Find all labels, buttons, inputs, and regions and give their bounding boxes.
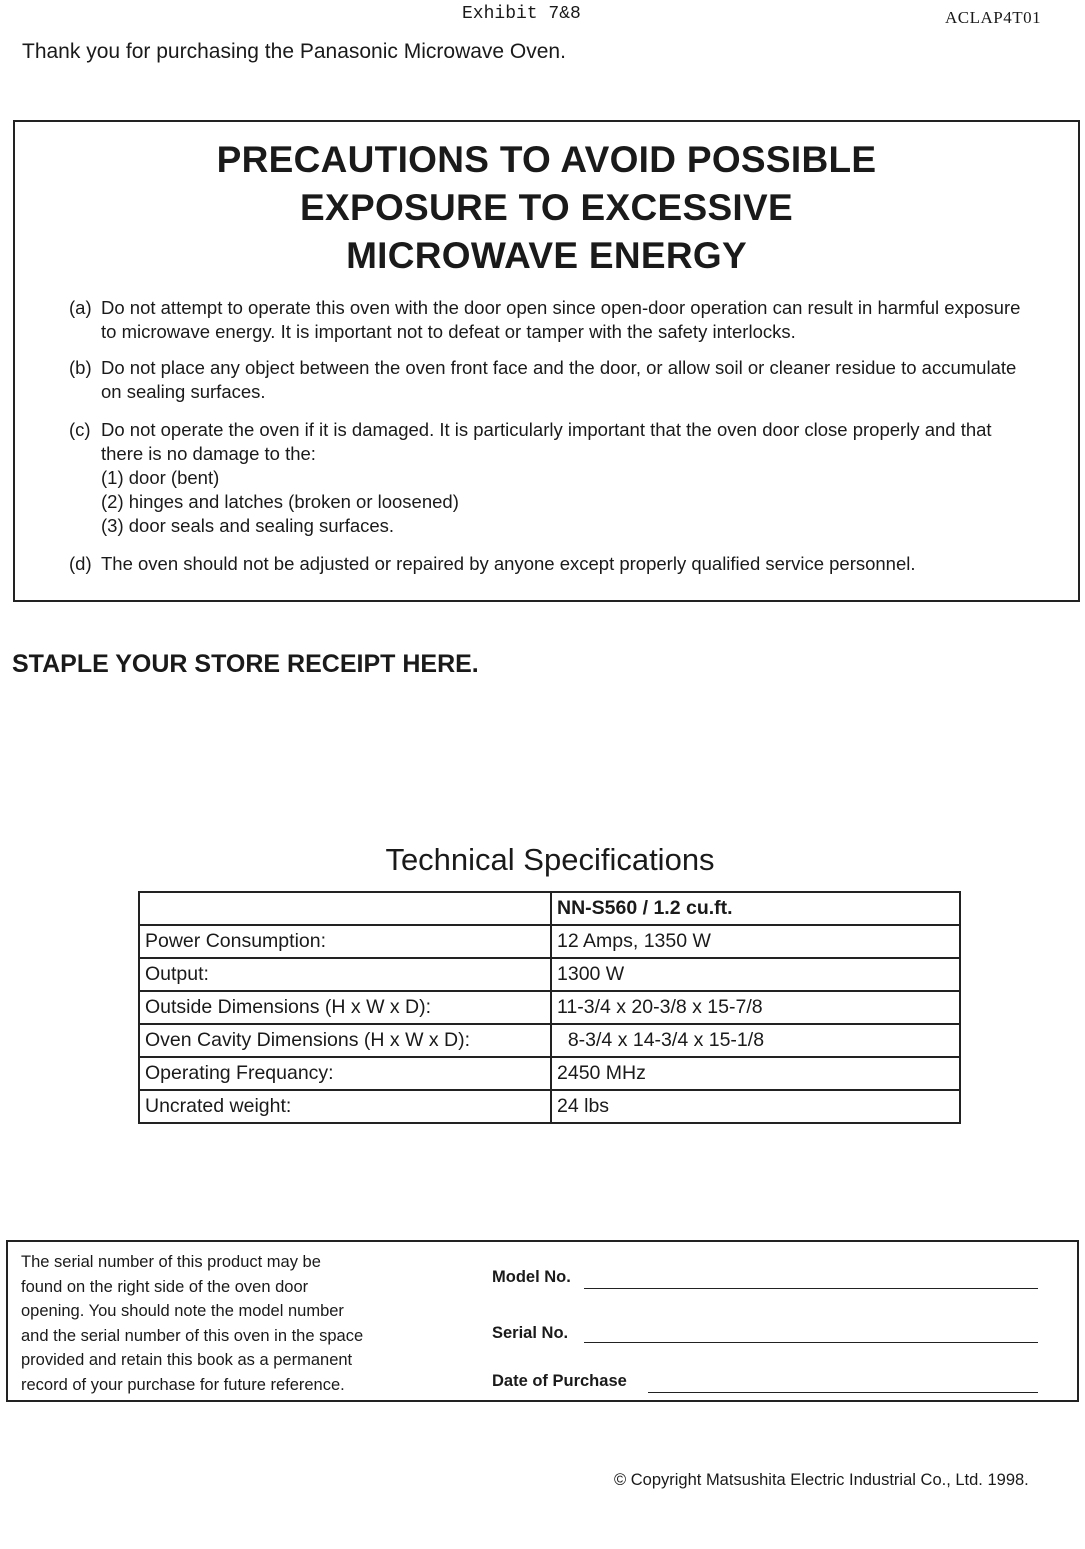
date-of-purchase-line[interactable] [648, 1392, 1038, 1393]
document-code: ACLAP4T01 [945, 8, 1042, 27]
serial-no-line[interactable] [584, 1342, 1038, 1343]
spec-label: Output: [139, 958, 551, 991]
copyright-notice: © Copyright Matsushita Electric Industrial Co., Ltd. 1998. [614, 1471, 1029, 1489]
specs-title: Technical Specifications [385, 842, 715, 877]
spec-label: Operating Frequancy: [139, 1057, 551, 1090]
precautions-title-line: EXPOSURE TO EXCESSIVE [300, 187, 793, 228]
precautions-title-line: MICROWAVE ENERGY [346, 235, 747, 276]
spec-label: Power Consumption: [139, 925, 551, 958]
spec-value: 11-3/4 x 20-3/8 x 15-7/8 [551, 991, 960, 1024]
item-text: Do not attempt to operate this oven with the door open since open-door operation can result in harmful exposure to microwave energy. It is important not to defeat or tamper with the safety interlocks. [101, 297, 1021, 342]
spec-label: Uncrated weight: [139, 1090, 551, 1123]
item-text: Do not place any object between the oven front face and the door, or allow soil or cleaner residue to accumulate on sealing surfaces. [101, 357, 1017, 402]
serial-note-line: found on the right side of the oven door [21, 1277, 309, 1296]
staple-receipt-note: STAPLE YOUR STORE RECEIPT HERE. [12, 650, 479, 678]
item-marker: (b) [69, 357, 92, 378]
thank-you-line: Thank you for purchasing the Panasonic Microwave Oven. [22, 40, 566, 63]
serial-record-box [6, 1240, 1079, 1402]
table-cell [139, 892, 551, 925]
item-text: The oven should not be adjusted or repaired by anyone except properly qualified service personnel. [101, 553, 916, 574]
exhibit-label: Exhibit 7&8 [462, 4, 581, 24]
spec-value: 1300 W [551, 958, 960, 991]
spec-value: 2450 MHz [551, 1057, 960, 1090]
model-no-label: Model No. [492, 1268, 571, 1286]
table-row [139, 925, 960, 958]
sub-item: (3) door seals and sealing surfaces. [101, 515, 395, 536]
table-row [139, 1057, 960, 1090]
table-row [139, 991, 960, 1024]
table-row [139, 892, 960, 925]
model-header-cell: NN-S560 / 1.2 cu.ft. [551, 892, 960, 925]
spec-value: 8-3/4 x 14-3/4 x 15-1/8 [551, 1024, 960, 1057]
precaution-item-b [69, 356, 1029, 404]
table-row [139, 1090, 960, 1123]
spec-value: 12 Amps, 1350 W [551, 925, 960, 958]
precautions-box [13, 120, 1080, 602]
table-row [139, 1024, 960, 1057]
precaution-item-a [69, 296, 1029, 344]
serial-note-line: record of your purchase for future reference. [21, 1375, 345, 1394]
specs-table [138, 891, 961, 1124]
spec-value: 24 lbs [551, 1090, 960, 1123]
model-no-line[interactable] [584, 1288, 1038, 1289]
spec-label: Oven Cavity Dimensions (H x W x D): [139, 1024, 551, 1057]
table-row [139, 958, 960, 991]
precautions-title-line: PRECAUTIONS TO AVOID POSSIBLE [216, 139, 877, 180]
serial-note-line: provided and retain this book as a permanent [21, 1351, 353, 1369]
precaution-item-c [69, 418, 1029, 538]
serial-no-label: Serial No. [492, 1324, 569, 1342]
serial-note-line: The serial number of this product may be [21, 1253, 321, 1271]
serial-note-line: and the serial number of this oven in the space [21, 1326, 364, 1345]
date-of-purchase-label: Date of Purchase [492, 1372, 627, 1390]
item-marker: (a) [69, 297, 92, 318]
precautions-title [15, 136, 1078, 280]
item-marker: (c) [69, 419, 91, 440]
sub-item: (1) door (bent) [101, 467, 220, 488]
serial-note [21, 1250, 441, 1397]
serial-note-line: opening. You should note the model number [21, 1302, 344, 1320]
item-text: Do not operate the oven if it is damaged. It is particularly important that the oven door close properly and that there is no damage to the: [101, 419, 992, 464]
sub-item: (2) hinges and latches (broken or loosened) [101, 491, 459, 512]
spec-label: Outside Dimensions (H x W x D): [139, 991, 551, 1024]
precaution-item-d [69, 552, 1029, 576]
item-marker: (d) [69, 553, 92, 574]
